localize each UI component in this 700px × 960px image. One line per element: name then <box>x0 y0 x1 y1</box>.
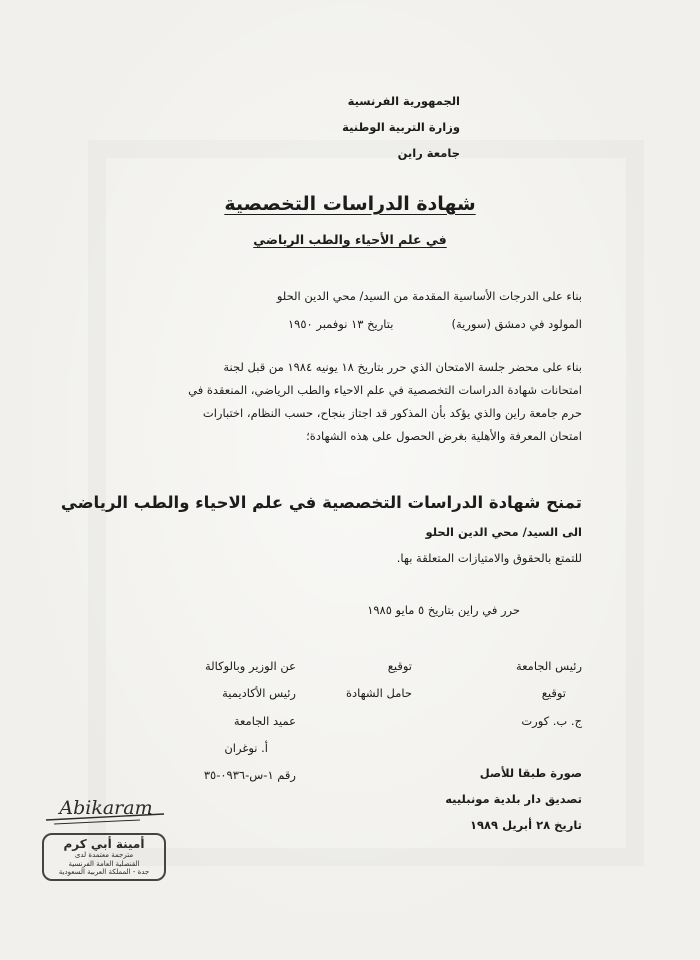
certificate-subtitle: في علم الأحياء والطب الرياضي <box>253 232 447 247</box>
exam-paragraph <box>188 356 582 448</box>
grant-statement: تمنح شهادة الدراسات التخصصية في علم الاحياء والطب الرياضي <box>60 493 582 512</box>
sig-holder-label: حامل الشهادة <box>345 686 412 700</box>
stamp-line: مترجمة معتمدة لدى <box>74 851 134 859</box>
stamp-line: جدة - المملكة العربية السعودية <box>58 868 150 876</box>
certification-block <box>445 760 582 838</box>
sig-president-label: رئيس الجامعة <box>515 659 582 673</box>
certification-line: صورة طبقا للأصل <box>479 766 582 780</box>
intro-birth-line <box>277 310 582 338</box>
header-university: جامعة راين <box>397 146 460 160</box>
sig-signature-label: توقيع <box>387 659 412 673</box>
certificate-title: شهادة الدراسات التخصصية <box>224 193 476 215</box>
reference-number: رقم ١-س-٠٩٣٦-٣٥ <box>203 768 296 782</box>
exam-line: امتحان المعرفة والأهلية بغرض الحصول على هذه الشهادة؛ <box>306 429 582 443</box>
sig-academy-label: رئيس الأكاديمية <box>222 686 296 700</box>
rights-line: للتمتع بالحقوق والامتيازات المتعلقة بها. <box>396 551 582 565</box>
exam-line: حرم جامعة راين والذي يؤكد بأن المذكور قد اجتاز بنجاح، حسب النظام، اختبارات <box>202 406 582 420</box>
header-ministry: وزارة التربية الوطنية <box>342 120 460 134</box>
sig-dean-label: عميد الجامعة <box>233 714 296 728</box>
sig-dean-name: أ. نوغران <box>224 741 268 755</box>
birth-date: بتاريخ ١٣ نوفمبر ١٩٥٠ <box>287 317 394 331</box>
certification-line: تصديق دار بلدية مونبلييه <box>445 792 582 806</box>
sig-signature-label: توقيع <box>541 686 566 700</box>
recipient-line: الى السيد/ محي الدين الحلو <box>425 525 582 539</box>
birthplace: المولود في دمشق (سورية) <box>451 317 582 331</box>
intro-paragraph <box>277 282 582 338</box>
exam-line: امتحانات شهادة الدراسات التخصصية في علم الاحياء والطب الرياضي، المنعقدة في <box>188 383 582 397</box>
exam-line: بناء على محضر جلسة الامتحان الذي حرر بتاريخ ١٨ يونيه ١٩٨٤ من قبل لجنة <box>223 360 582 374</box>
certification-line: تاريخ ٢٨ أبريل ١٩٨٩ <box>469 818 582 832</box>
sig-minister-label: عن الوزير وبالوكالة <box>204 659 296 673</box>
issue-date-line: حرر في راين بتاريخ ٥ مايو ١٩٨٥ <box>367 603 520 617</box>
signature-text: Abikaram <box>59 797 153 819</box>
translator-stamp <box>42 833 166 881</box>
header-republic: الجمهورية الفرنسية <box>347 94 460 108</box>
sig-president-name: ج. ب. كورت <box>521 714 582 728</box>
intro-line: بناء على الدرجات الأساسية المقدمة من السيد/ محي الدين الحلو <box>276 289 582 303</box>
issuer-header <box>342 88 460 166</box>
stamp-line: القنصلية العامة الفرنسية <box>68 859 140 868</box>
translator-signature <box>44 790 166 830</box>
stamp-name: أمينة أبي كرم <box>63 837 145 851</box>
